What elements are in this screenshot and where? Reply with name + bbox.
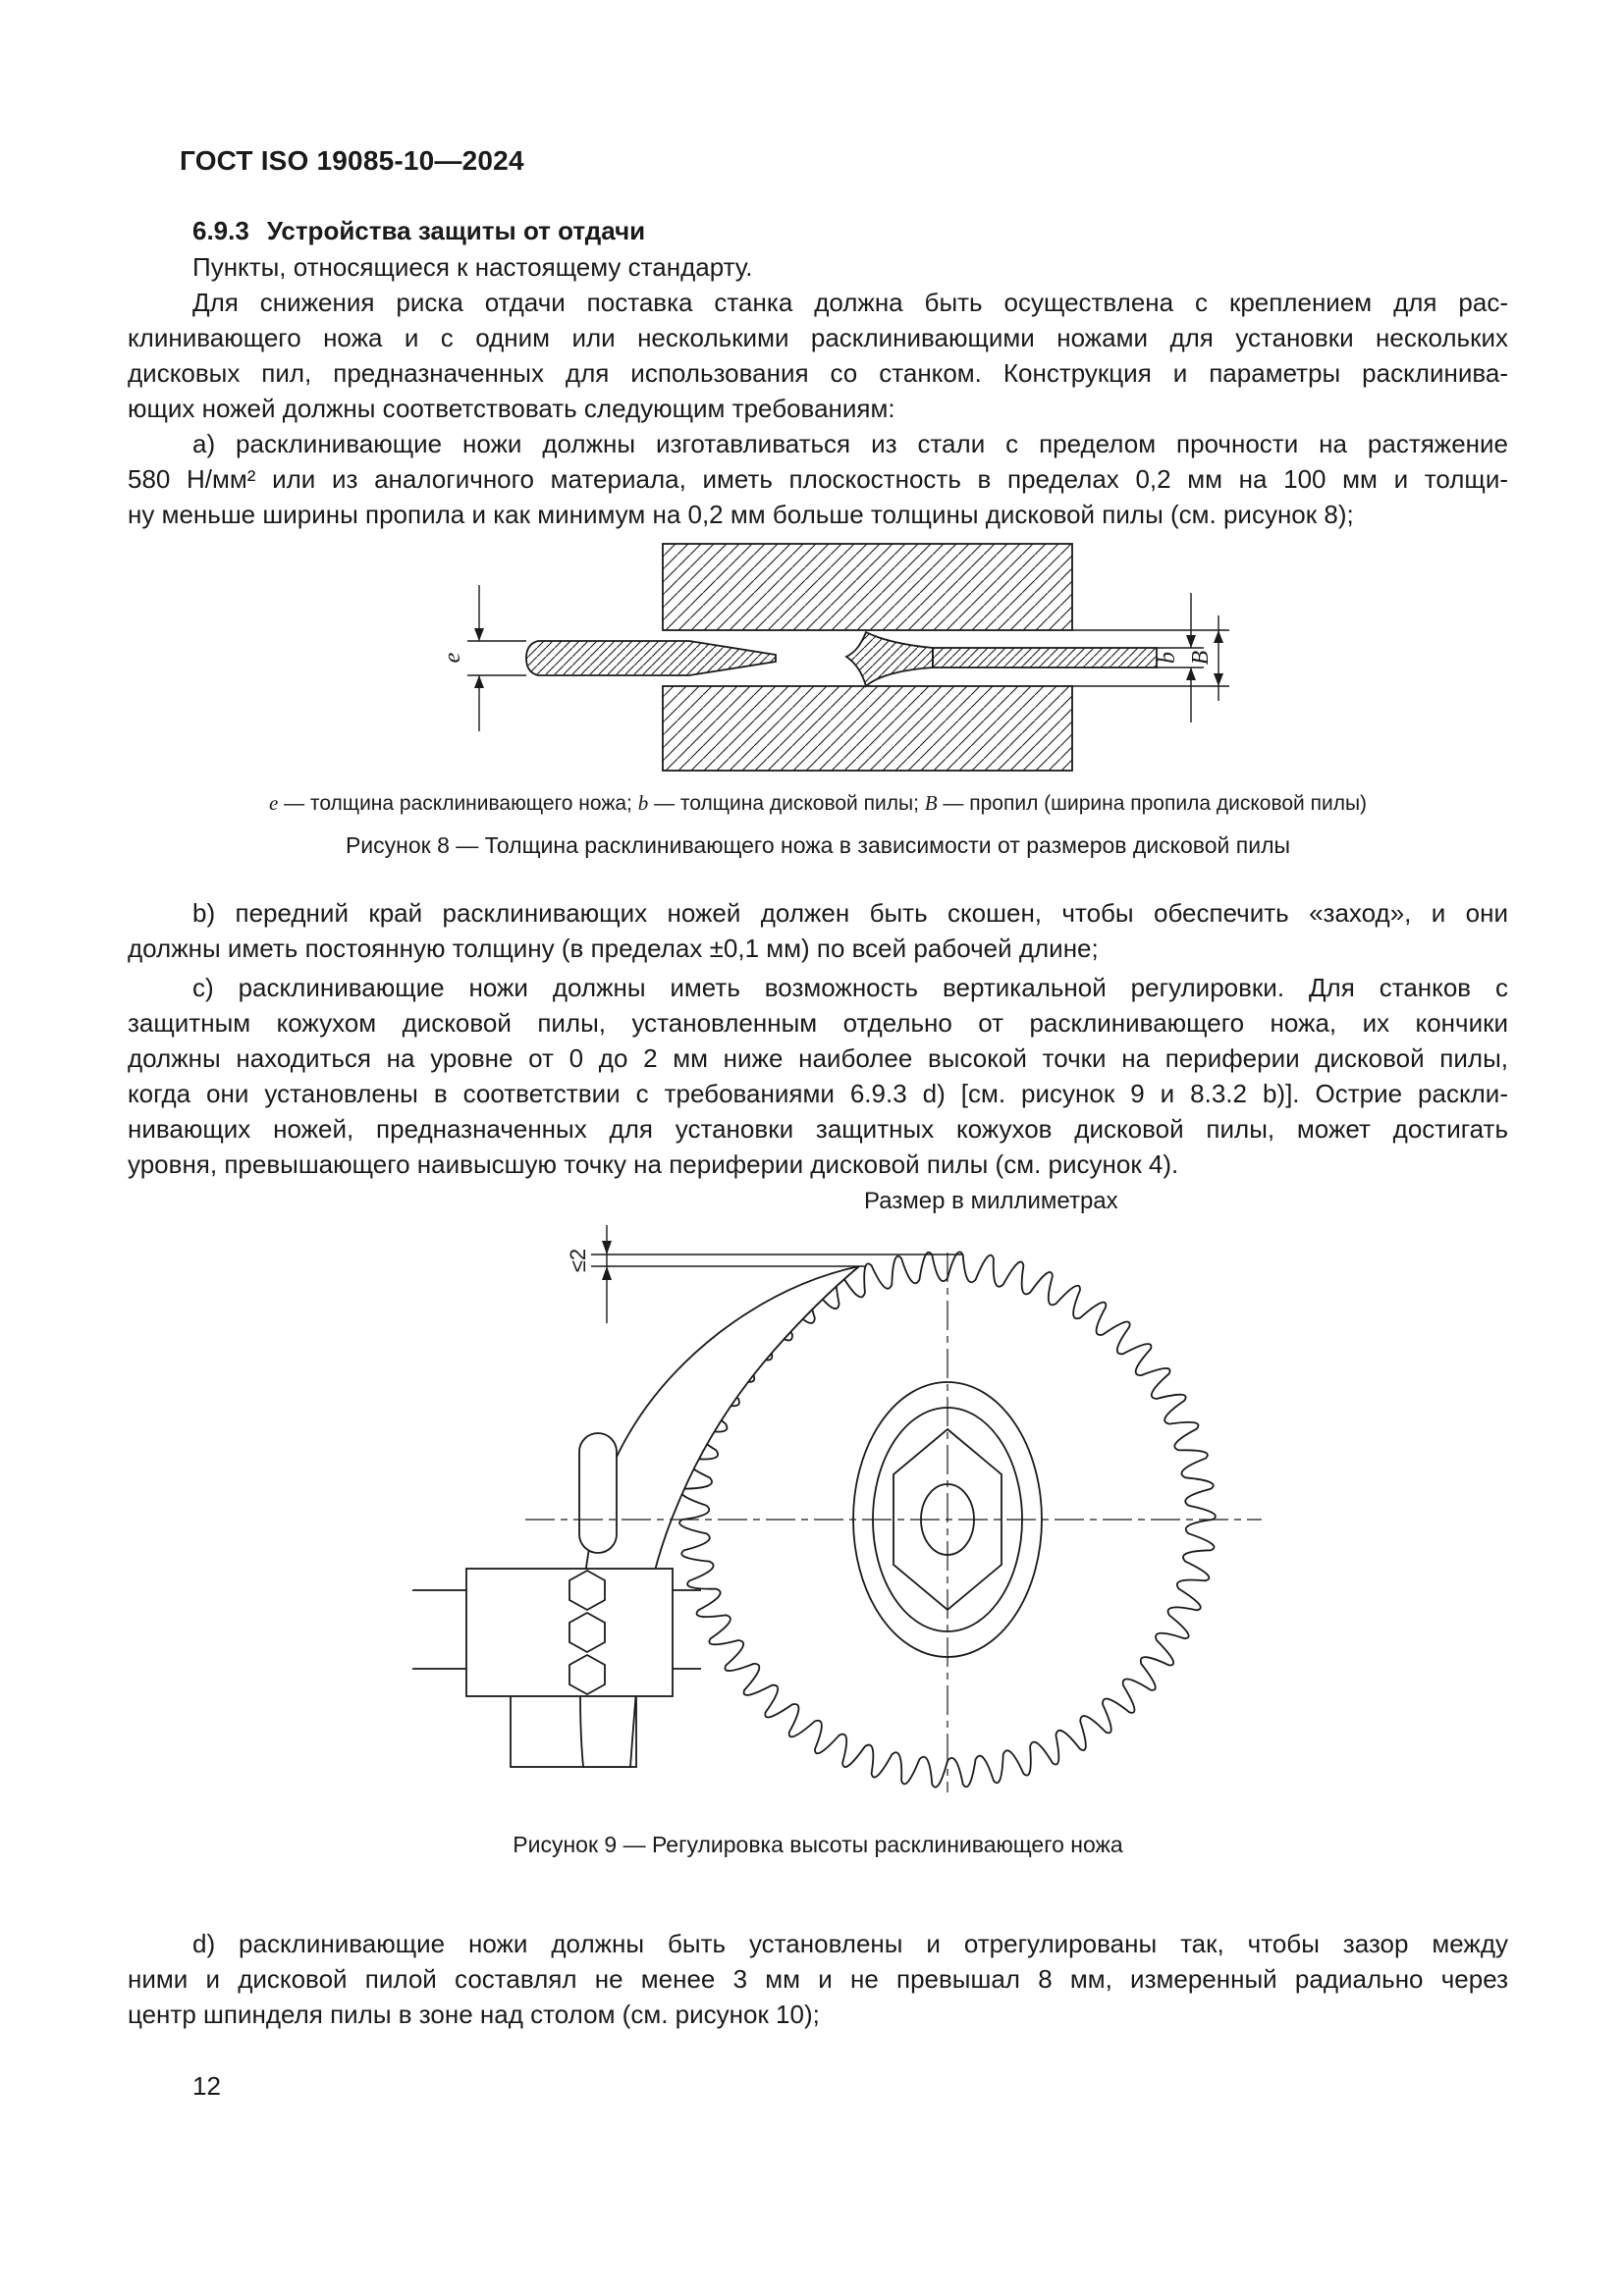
saw-blade-plate xyxy=(933,648,1157,667)
text-line: Для снижения риска отдачи поставка станка должна быть осуществлена с креплением для рас- xyxy=(192,288,1508,317)
dimension-e xyxy=(467,585,526,731)
dimension-B xyxy=(1214,615,1223,701)
legend-text: — толщина расклинивающего ножа; xyxy=(278,792,638,815)
text-line: уровня, превышающего наивысшую точку на периферии дисковой пилы (см. рисунок 4). xyxy=(128,1149,1179,1179)
knife-adjustment-slot xyxy=(579,1433,617,1553)
paragraph-item-c xyxy=(128,970,1508,1182)
label-b: b xyxy=(1155,652,1180,664)
text-line: дисковых пил, предназначенных для использования со станком. Конструкция и параметры расклинива- xyxy=(128,358,1508,388)
paragraph-item-b xyxy=(128,895,1508,966)
label-gap: ≤2 xyxy=(566,1248,590,1273)
text-line: ющих ножей должны соответствовать следующим требованиям: xyxy=(128,394,895,423)
text-line: защитным кожухом дисковой пилы, установленным отдельно от расклинивающего ножа, их кончики xyxy=(128,1008,1508,1038)
legend-text: — толщина дисковой пилы; xyxy=(648,792,925,815)
figure-8-caption: Рисунок 8 — Толщина расклинивающего ножа в зависимости от размеров дисковой пилы xyxy=(345,832,1291,858)
legend-var-e: e xyxy=(268,791,279,815)
figure-9-units-note: Размер в миллиметрах xyxy=(864,1188,1118,1214)
legend-var-B: B xyxy=(924,791,938,815)
text-line: d) расклинивающие ножи должны быть установлены и отрегулированы так, чтобы зазор между xyxy=(192,1929,1508,1958)
paragraph-intro xyxy=(128,249,1508,285)
paragraph-main xyxy=(128,285,1508,426)
document-title: ГОСТ ISO 19085-10—2024 xyxy=(180,145,524,176)
workpiece-top-block xyxy=(663,544,1072,630)
riving-knife-section xyxy=(526,641,776,675)
clamp-bolts xyxy=(569,1571,605,1694)
text-line: Пункты, относящиеся к настоящему стандарту. xyxy=(192,252,753,282)
paragraph-item-d xyxy=(128,1926,1508,2032)
text-line: нивающих ножей, предназначенных для установки защитных кожухов дисковой пилы, может достигать xyxy=(128,1114,1508,1144)
figure-8-legend xyxy=(128,791,1508,816)
text-line: b) передний край расклинивающих ножей должен быть скошен, чтобы обеспечить «заход», и они xyxy=(192,898,1508,928)
text-line: c) расклинивающие ножи должны иметь возможность вертикальной регулировки. Для станков с xyxy=(192,973,1508,1002)
text-line: ними и дисковой пилой составлял не менее 3 мм и не превышал 8 мм, измеренный радиально через xyxy=(128,1964,1508,1994)
text-line: 580 Н/мм² или из аналогичного материала, иметь плоскостность в пределах 0,2 мм на 100 мм и толщи- xyxy=(128,464,1508,494)
text-line: должны находиться на уровне от 0 до 2 мм ниже наиболее высокой точки на периферии дисковой пилы, xyxy=(128,1043,1508,1073)
section-heading xyxy=(128,216,1508,246)
label-e: e xyxy=(440,652,465,664)
saw-blade-tooth xyxy=(846,632,933,686)
figure-9-drawing xyxy=(373,1225,1267,1814)
legend-var-b: b xyxy=(637,791,649,815)
section-title: Устройства защиты от отдачи xyxy=(266,216,646,245)
text-line: a) расклинивающие ножи должны изготавливаться из стали с пределом прочности на растяжение xyxy=(192,429,1508,458)
figure-8-drawing xyxy=(422,542,1257,773)
legend-text: — пропил (ширина пропила дисковой пилы) xyxy=(937,792,1368,815)
text-line: ну меньше ширины пропила и как минимум на 0,2 мм больше толщины дисковой пилы (см. рисунок 8); xyxy=(128,500,1354,529)
text-line: должны иметь постоянную толщину (в пределах ±0,1 мм) по всей рабочей длине; xyxy=(128,934,1099,963)
text-line: когда они установлены в соответствии с требованиями 6.9.3 d) [см. рисунок 9 и 8.3.2 b)]. Острие раскли- xyxy=(128,1079,1508,1108)
page-number: 12 xyxy=(192,2071,221,2101)
label-B: B xyxy=(1188,650,1214,666)
workpiece-bottom-block xyxy=(663,686,1072,771)
text-line: клинивающего ножа и с одним или несколькими расклинивающими ножами для установки нескольких xyxy=(128,323,1508,352)
figure-9-caption: Рисунок 9 — Регулировка высоты расклинивающего ножа xyxy=(513,1832,1123,1857)
section-number: 6.9.3 xyxy=(192,216,249,245)
text-line: центр шпинделя пилы в зоне над столом (см. рисунок 10); xyxy=(128,2000,820,2029)
paragraph-item-a xyxy=(128,426,1508,532)
